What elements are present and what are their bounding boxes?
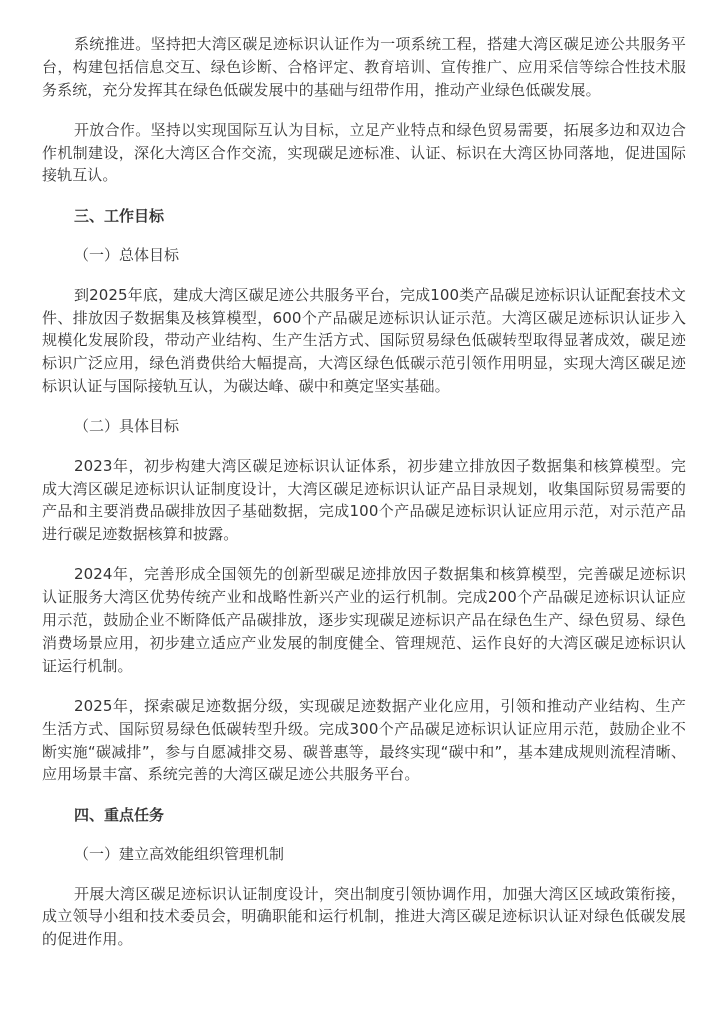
paragraph-goal-2024: 2024年，完善形成全国领先的创新型碳足迹排放因子数据集和核算模型，完善碳足迹标识认证服务大湾区优势传统产业和战略性新兴产业的运行机制。完成200个产品碳足迹标识认证应用示范，鼓励企业不断降低产品碳排放，逐步实现碳足迹标识产品在绿色生产、绿色贸易、绿色消费场景应用，初步建立适应产业发展的制度健全、管理规范、运作良好的大湾区碳足迹标识认证运行机制。 <box>42 565 686 675</box>
paragraph-overall-goals: 到2025年底，建成大湾区碳足迹公共服务平台，完成100类产品碳足迹标识认证配套技术文件、排放因子数据集及核算模型，600个产品碳足迹标识认证示范。大湾区碳足迹标识认证步入规模化发展阶段，带动产业结构、生产生活方式、国际贸易绿色低碳转型取得显著成效，碳足迹标识广泛应用，绿色消费供给大幅提高，大湾区绿色低碳示范引领作用明显，实现大湾区碳足迹标识认证与国际接轨互认，为碳达峰、碳中和奠定坚实基础。 <box>42 285 686 395</box>
paragraph-system-advance: 系统推进。坚持把大湾区碳足迹标识认证作为一项系统工程，搭建大湾区碳足迹公共服务平台，构建包括信息交互、绿色诊断、合格评定、教育培训、宣传推广、应用采信等综合性技术服务系统，充分发挥其在绿色低碳发展中的基础与纽带作用，推动产业绿色低碳发展。 <box>42 35 686 99</box>
subheading-organization-mechanism: （一）建立高效能组织管理机制 <box>74 845 285 864</box>
subheading-overall-goals: （一）总体目标 <box>74 246 180 265</box>
paragraph-organization-mechanism: 开展大湾区碳足迹标识认证制度设计，突出制度引领协调作用，加强大湾区区域政策衔接，成立领导小组和技术委员会，明确职能和运行机制，推进大湾区碳足迹标识认证对绿色低碳发展的促进作用。 <box>42 884 686 949</box>
paragraph-goal-2023: 2023年，初步构建大湾区碳足迹标识认证体系，初步建立排放因子数据集和核算模型。完成大湾区碳足迹标识认证制度设计，大湾区碳足迹标识认证产品目录规划，收集国际贸易需要的产品和主要消费品碳排放因子基础数据，完成100个产品碳足迹标识认证应用示范，对示范产品进行碳足迹数据核算和披露。 <box>42 456 686 544</box>
paragraph-open-cooperation: 开放合作。坚持以实现国际互认为目标，立足产业特点和绿色贸易需要，拓展多边和双边合作机制建设，深化大湾区合作交流，实现碳足迹标准、认证、标识在大湾区协同落地，促进国际接轨互认。 <box>42 120 686 185</box>
section-heading-key-tasks: 四、重点任务 <box>74 805 165 824</box>
subheading-specific-goals: （二）具体目标 <box>74 417 180 436</box>
section-heading-work-goals: 三、工作目标 <box>74 206 165 225</box>
paragraph-goal-2025: 2025年，探索碳足迹数据分级，实现碳足迹数据产业化应用，引领和推动产业结构、生产生活方式、国际贸易绿色低碳转型升级。完成300个产品碳足迹标识认证应用示范，鼓励企业不断实施“碳减排”，参与自愿减排交易、碳普惠等，最终实现“碳中和”，基本建成规则流程清晰、应用场景丰富、系统完善的大湾区碳足迹公共服务平台。 <box>42 696 686 784</box>
document-page <box>42 33 686 969</box>
